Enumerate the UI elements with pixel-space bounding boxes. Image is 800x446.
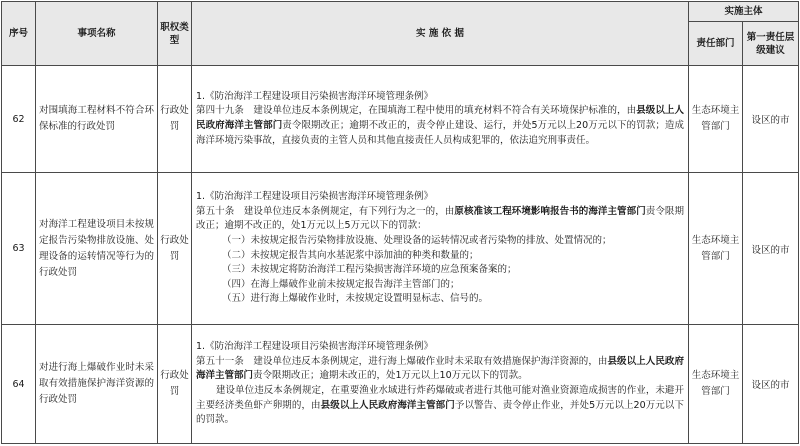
row-type: 行政处罚 — [158, 173, 192, 325]
matters-table — [1, 1, 799, 444]
table-row — [2, 173, 799, 325]
basis-item: （五）进行海上爆破作业时，未按规定设置明显标志、信号的。 — [222, 293, 489, 305]
row-seq: 64 — [2, 325, 36, 444]
basis-article: 第四十九条 建设单位违反本条例规定，在围填海工程中使用的填充材料不符合有关环境保护标准的，由县级以上人民政府海洋主管部门责令限期改正；逾期不改正的，责令停止建设、运行，并处5万元以上20万元以下的罚款；造成海洋环境污染事故，直接负责的主管人员和其他直接责任人员构成犯罪的，依法追究刑事责任。 — [196, 105, 684, 146]
row-basis — [192, 66, 689, 173]
row-name: 对进行海上爆破作业时未采取有效措施保护海洋资源的行政处罚 — [36, 325, 158, 444]
header-subject: 实施主体 — [689, 2, 799, 22]
basis-law: 1.《防治海洋工程建设项目污染损害海洋环境管理条例》 — [196, 90, 434, 102]
row-seq: 63 — [2, 173, 36, 325]
row-dept: 生态环境主管部门 — [689, 325, 743, 444]
row-basis — [192, 325, 689, 444]
header-seq: 序号 — [2, 2, 36, 66]
row-name: 对围填海工程材料不符合环保标准的行政处罚 — [36, 66, 158, 173]
header-dept: 责任部门 — [689, 22, 743, 66]
basis-paragraph: 建设单位违反本条例规定，在重要渔业水域进行炸药爆破或者进行其他可能对渔业资源造成损害的作业，未避开主要经济类鱼虾产卵期的，由县级以上人民政府海洋主管部门予以警告、责令停止作业，并处5万元以上20万元以下的罚款。 — [196, 385, 684, 426]
row-dept: 生态环境主管部门 — [689, 66, 743, 173]
row-type: 行政处罚 — [158, 66, 192, 173]
basis-authority: 原核准该工程环境影响报告书的海洋主管部门 — [454, 205, 646, 217]
header-basis: 实 施 依 据 — [192, 2, 689, 66]
row-level: 设区的市 — [743, 173, 799, 325]
header-type: 职权类型 — [158, 2, 192, 66]
header-level: 第一责任层级建议 — [743, 22, 799, 66]
table-row — [2, 325, 799, 444]
basis-authority: 县级以上人民政府海洋主管部门 — [196, 355, 684, 382]
basis-authority: 县级以上人民政府海洋主管部门 — [196, 105, 684, 131]
basis-law: 1.《防治海洋工程建设项目污染损害海洋环境管理条例》 — [196, 191, 434, 203]
row-level: 设区的市 — [743, 325, 799, 444]
row-basis — [192, 173, 689, 325]
row-level: 设区的市 — [743, 66, 799, 173]
header-name: 事项名称 — [36, 2, 158, 66]
basis-law: 1.《防治海洋工程建设项目污染损害海洋环境管理条例》 — [196, 341, 434, 353]
basis-authority: 县级以上人民政府海洋主管部门 — [320, 399, 455, 411]
basis-item: （三）未按规定将防治海洋工程污染损害海洋环境的应急预案备案的； — [222, 264, 517, 276]
row-type: 行政处罚 — [158, 325, 192, 444]
row-name: 对海洋工程建设项目未按规定报告污染物排放设施、处理设备的运转情况等行为的行政处罚 — [36, 173, 158, 325]
basis-item: （二）未按规定报告其向水基泥浆中添加油的种类和数量的； — [222, 249, 479, 261]
row-seq: 62 — [2, 66, 36, 173]
basis-item: （一）未按规定报告污染物排放设施、处理设备的运转情况或者污染物的排放、处置情况的； — [222, 234, 612, 246]
basis-article: 第五十条 建设单位违反本条例规定，有下列行为之一的，由原核准该工程环境影响报告书的海洋主管部门责令限期改正；逾期不改正的，处1万元以上5万元以下的罚款： — [196, 205, 684, 232]
row-dept: 生态环境主管部门 — [689, 173, 743, 325]
basis-article: 第五十一条 建设单位违反本条例规定，进行海上爆破作业时未采取有效措施保护海洋资源的，由县级以上人民政府海洋主管部门责令限期改正；逾期未改正的，处1万元以上10万元以下的罚款。 — [196, 355, 684, 382]
basis-item: （四）在海上爆破作业前未按规定报告海洋主管部门的； — [222, 278, 460, 290]
table-row — [2, 66, 799, 173]
